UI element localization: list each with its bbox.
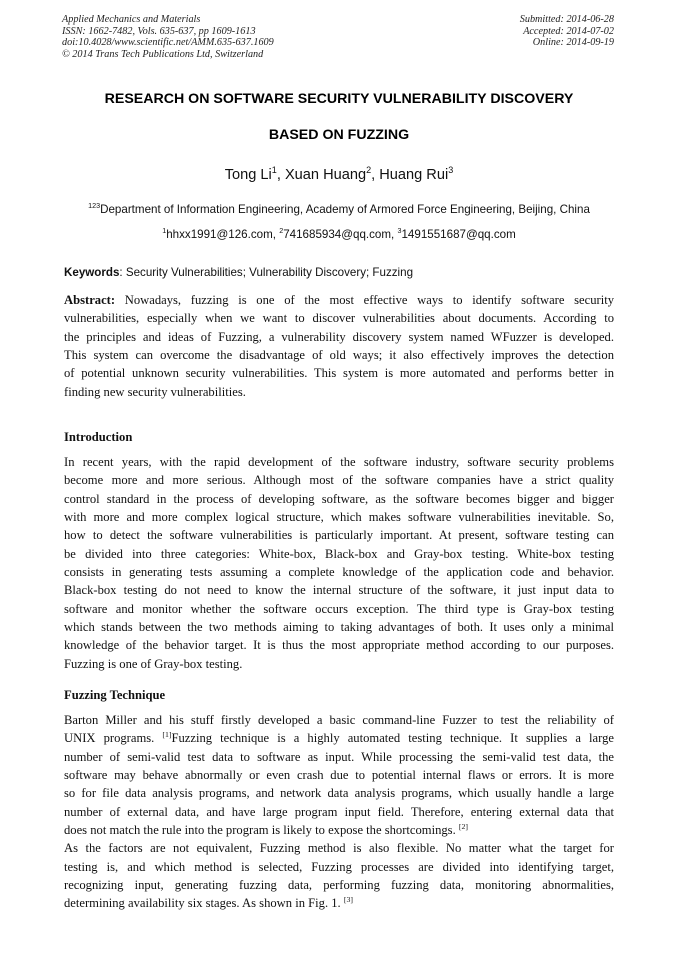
section-heading-introduction: Introduction — [64, 430, 133, 444]
email-sep: , — [272, 228, 280, 241]
keywords — [64, 266, 413, 279]
section-heading-fuzzing: Fuzzing Technique — [64, 688, 166, 702]
email-sup: 3 — [397, 226, 402, 236]
fuzzing-line: UNIX programs. [1]Fuzzing technique is a highly automated testing technique. It supplies a large — [64, 730, 614, 746]
author-sup: 2 — [366, 165, 372, 176]
fuzzing-line: does not match the rule into the program is likely to expose the shortcomings. [2] — [64, 821, 468, 838]
abstract-line: the principles and ideas of Fuzzing, a vulnerability discovery system named WFuzzer is developed. — [64, 329, 614, 344]
email-sup: 2 — [279, 226, 284, 236]
intro-line: become more and more serious. Although most of the software companies have a strict quality — [64, 473, 614, 488]
fuzzing-line: testing is, and which method is selected, Fuzzing processes are divided into identifying target, — [64, 859, 614, 874]
fuzzing-line: software may behave abnormally or even crash due to potential internal flaws or errors. It is more — [64, 768, 614, 783]
author-list — [40, 167, 638, 183]
abstract-line: Abstract: Nowadays, fuzzing is one of the most effective ways to identify software security — [64, 293, 614, 307]
email-address: 1491551687@qq.com — [401, 228, 516, 241]
intro-line: how to detect the software vulnerabilities is particularly important. At present, software testing can — [64, 528, 614, 543]
fuzzing-line: number of semi-valid test data to software as input. While processing the semi-valid test data, the — [64, 749, 614, 764]
fuzzing-body — [64, 711, 614, 913]
paper-title-line-1: RESEARCH ON SOFTWARE SECURITY VULNERABILITY DISCOVERY — [104, 91, 574, 107]
email-address: 741685934@qq.com — [283, 228, 392, 241]
intro-line: software and monitor whether the software occurs exception. The third type is Gray-box testing — [64, 601, 614, 616]
fuzzing-line: recognizing input, generating fuzzing data, performing fuzzing data, monitoring abnormalities, — [64, 878, 614, 893]
abstract-line: vulnerabilities, especially when we want to discover vulnerabilities about documents. According to — [64, 311, 614, 326]
intro-line: Fuzzing is one of Gray-box testing. — [64, 656, 243, 671]
fuzzing-line: number of external data, and have large program input field. Therefore, entering external data that — [64, 804, 614, 819]
journal-name: Applied Mechanics and Materials — [62, 14, 201, 25]
author-sep: , — [371, 167, 380, 183]
email-sep: , — [391, 228, 398, 241]
intro-line: be divided into three categories: White-box, Black-box and Gray-box testing. White-box testing — [64, 546, 614, 561]
journal-doi: doi:10.4028/www.scientific.net/AMM.635-637.1609 — [62, 37, 274, 49]
fuzzing-line: As the factors are not equivalent, Fuzzing method is also flexible. No matter what the target for — [64, 841, 614, 856]
author-emails — [40, 228, 638, 241]
journal-issn: ISSN: 1662-7482, Vols. 635-637, pp 1609-1613 — [62, 25, 256, 37]
journal-header-left — [62, 14, 274, 60]
author-sep: , — [276, 167, 285, 183]
abstract-label: Abstract: — [64, 293, 116, 307]
keywords-label: Keywords — [64, 266, 120, 279]
author-sup: 1 — [271, 165, 277, 176]
affiliation-text: Department of Information Engineering, Academy of Armored Force Engineering, Beijing, China — [100, 203, 590, 216]
author-sup: 3 — [448, 165, 454, 176]
citation-ref: [2] — [458, 821, 468, 831]
fuzzing-line: Barton Miller and his stuff firstly developed a basic command-line Fuzzer to test the reliability of — [64, 713, 614, 727]
intro-line: control standard in the process of developing software, as the software becomes bigger and bigger — [64, 491, 614, 506]
fuzzing-line: determining availability six stages. As shown in Fig. 1. [3] — [64, 895, 353, 911]
date-accepted: Accepted: 2014-07-02 — [523, 25, 614, 37]
abstract-line: This system can overcome the disadvantage of old ways; it also effectively improves the detection — [64, 348, 614, 363]
affiliation-sup: 123 — [88, 201, 101, 211]
abstract — [64, 291, 614, 401]
intro-line: which stands between the two methods aiming to taking advantages of both. It uses only a minimal — [64, 620, 614, 635]
intro-line: consists in generating tests assuming a complete knowledge of the application code and behavior. — [64, 565, 614, 580]
keywords-text: : Security Vulnerabilities; Vulnerability Discovery; Fuzzing — [119, 266, 414, 279]
intro-line: In recent years, with the rapid development of the software industry, software security problems — [64, 455, 614, 469]
intro-line: Black-box testing do not need to know the internal structure of the software, it just input data to — [64, 583, 614, 598]
paper-title-line-2: BASED ON FUZZING — [268, 127, 410, 143]
author-name: Tong Li — [224, 167, 272, 183]
fuzzing-line: so for file data analysis programs, and network data analysis programs, which usually handle a large — [64, 786, 614, 801]
email-address: hhxx1991@126.com — [166, 228, 273, 241]
author-name: Huang Rui — [379, 167, 449, 183]
journal-copyright: © 2014 Trans Tech Publications Ltd, Switzerland — [62, 48, 264, 60]
journal-header-right — [520, 14, 614, 49]
intro-line: with more and more complex logical structure, which makes software vulnerabilities inevitable. So, — [64, 510, 614, 525]
abstract-line: of potential unknown security vulnerabilities. This system is more automated and performs better in — [64, 366, 614, 381]
author-name: Xuan Huang — [284, 167, 367, 183]
citation-ref: [1] — [162, 730, 172, 740]
introduction-body — [64, 453, 614, 673]
email-sup: 1 — [162, 226, 167, 236]
affiliation — [40, 203, 638, 216]
date-online: Online: 2014-09-19 — [532, 37, 614, 49]
date-submitted: Submitted: 2014-06-28 — [519, 14, 614, 25]
abstract-line: finding new security vulnerabilities. — [64, 384, 246, 399]
intro-line: knowledge of the behavior target. It is thus the most appropriate method according to our purposes. — [64, 638, 614, 653]
citation-ref: [3] — [343, 895, 353, 905]
